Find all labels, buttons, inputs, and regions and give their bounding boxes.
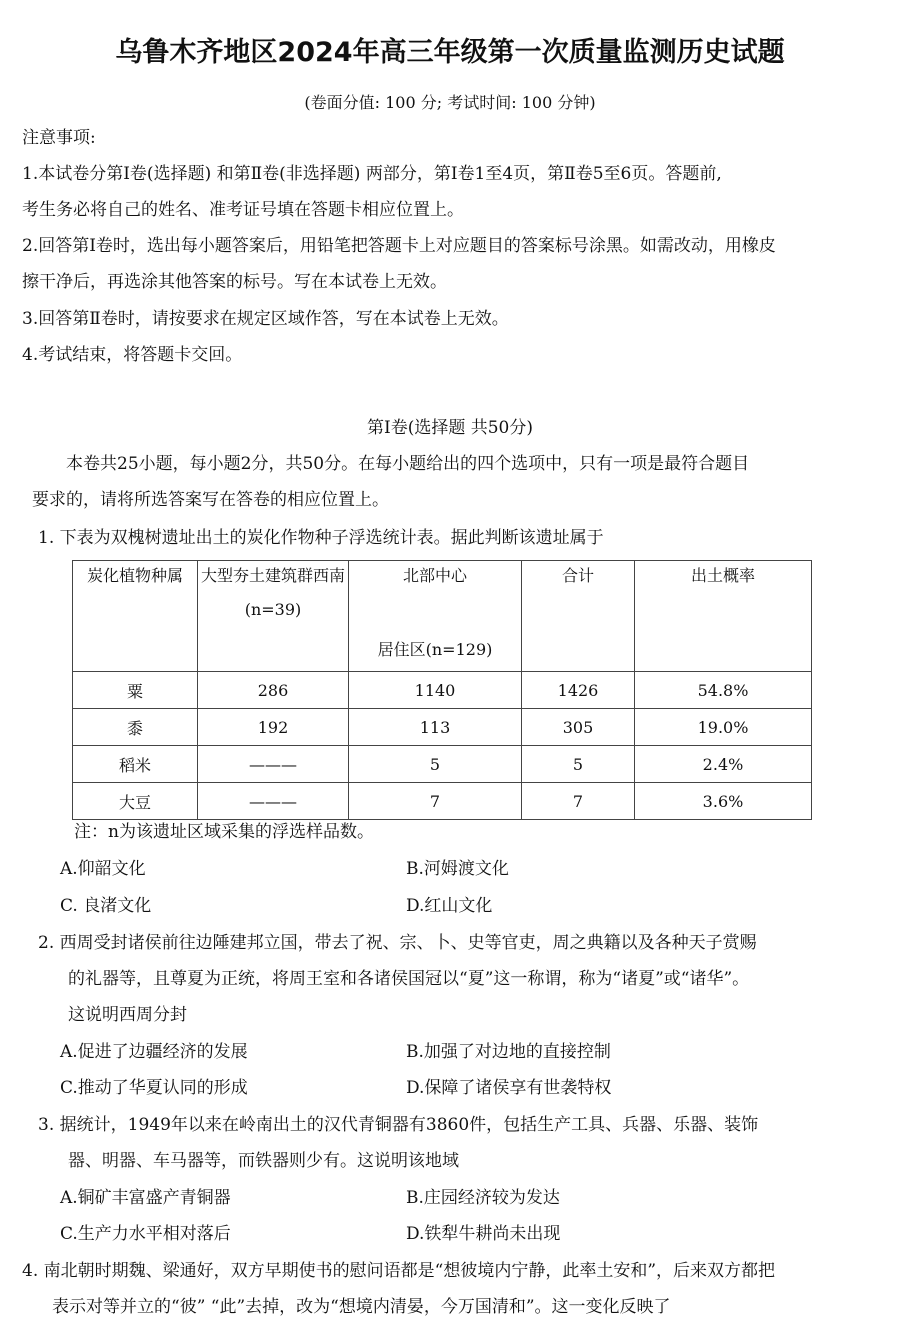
question-3-stem: 器、明器、车马器等，而铁器则少有。这说明该地域 [68, 1151, 459, 1171]
question-4-stem: 4. 南北朝时期魏、梁通好，双方早期使书的慰问语都是“想彼境内宁静，此率土安和”，后来双方都把 [22, 1261, 776, 1281]
question-3-stem: 3. 据统计，1949年以来在岭南出土的汉代青铜器有3860件，包括生产工具、兵器、乐器、装饰 [38, 1115, 759, 1135]
table-cell: 大豆 [73, 783, 198, 820]
option-a: A.促进了边疆经济的发展 [60, 1042, 248, 1062]
table-cell: 粟 [73, 672, 198, 709]
column-header: 出土概率 [635, 561, 812, 672]
table-row [73, 709, 812, 746]
table-cell: 286 [198, 672, 349, 709]
option-b: B.庄园经济较为发达 [406, 1188, 560, 1208]
table-cell: ——— [198, 746, 349, 783]
notice-heading: 注意事项: [22, 128, 96, 148]
exam-info: (卷面分值: 100 分; 考试时间: 100 分钟) [304, 93, 596, 112]
table-cell: 305 [522, 709, 635, 746]
question-2-stem: 2. 西周受封诸侯前往边陲建邦立国，带去了祝、宗、卜、史等官吏，周之典籍以及各种天子赏赐 [38, 933, 757, 953]
column-header: 大型夯土建筑群西南 (n=39) [198, 561, 349, 672]
table-cell: 7 [522, 783, 635, 820]
table-cell: 113 [349, 709, 522, 746]
table-cell: 1426 [522, 672, 635, 709]
seed-flotation-table [72, 560, 812, 820]
notice-line: 4.考试结束，将答题卡交回。 [22, 345, 243, 365]
section-intro: 本卷共25小题，每小题2分，共50分。在每小题给出的四个选项中，只有一项是最符合题目 [66, 454, 750, 474]
option-d: D.铁犁牛耕尚未出现 [406, 1224, 561, 1244]
section-intro: 要求的，请将所选答案写在答卷的相应位置上。 [32, 490, 389, 510]
option-b: B.加强了对边地的直接控制 [406, 1042, 611, 1062]
option-c: C. 良渚文化 [60, 896, 152, 916]
table-note: 注：n为该遗址区域采集的浮选样品数。 [74, 822, 374, 842]
option-d: D.红山文化 [406, 896, 493, 916]
notice-line: 2.回答第Ⅰ卷时，选出每小题答案后，用铅笔把答题卡上对应题目的答案标号涂黑。如需改动，用橡皮 [22, 236, 776, 256]
notice-line: 1.本试卷分第Ⅰ卷(选择题) 和第Ⅱ卷(非选择题) 两部分，第Ⅰ卷1至4页，第Ⅱ卷5至6页。答题前, [22, 164, 722, 184]
question-1-stem: 1. 下表为双槐树遗址出土的炭化作物种子浮选统计表。据此判断该遗址属于 [38, 528, 604, 548]
option-c: C.推动了华夏认同的形成 [60, 1078, 248, 1098]
table-cell: 1140 [349, 672, 522, 709]
table-cell: 黍 [73, 709, 198, 746]
notice-line: 擦干净后，再选涂其他答案的标号。写在本试卷上无效。 [22, 272, 447, 292]
table-cell: 2.4% [635, 746, 812, 783]
column-header: 北部中心 居住区(n=129) [349, 561, 522, 672]
notice-line: 3.回答第Ⅱ卷时，请按要求在规定区域作答，写在本试卷上无效。 [22, 309, 509, 329]
option-b: B.河姆渡文化 [406, 859, 509, 879]
question-4-stem: 表示对等并立的“彼” “此”去掉，改为“想境内清晏，今万国清和”。这一变化反映了 [52, 1297, 671, 1317]
table-cell: ——— [198, 783, 349, 820]
option-d: D.保障了诸侯享有世袭特权 [406, 1078, 612, 1098]
table-header-row [73, 561, 812, 672]
table-cell: 19.0% [635, 709, 812, 746]
notice-line: 考生务必将自己的姓名、准考证号填在答题卡相应位置上。 [22, 200, 464, 220]
section-title: 第Ⅰ卷(选择题 共50分) [366, 418, 533, 438]
table-cell: 5 [522, 746, 635, 783]
question-2-stem: 的礼器等，且尊夏为正统，将周王室和各诸侯国冠以“夏”这一称谓，称为“诸夏”或“诸华”。 [68, 969, 750, 989]
table-row [73, 672, 812, 709]
question-2-stem: 这说明西周分封 [68, 1005, 187, 1025]
option-c: C.生产力水平相对落后 [60, 1224, 231, 1244]
table-cell: 7 [349, 783, 522, 820]
page-title: 乌鲁木齐地区2024年高三年级第一次质量监测历史试题 [115, 37, 785, 68]
table-row [73, 783, 812, 820]
column-header: 合计 [522, 561, 635, 672]
table-row [73, 746, 812, 783]
option-a: A.铜矿丰富盛产青铜器 [60, 1188, 231, 1208]
table-cell: 192 [198, 709, 349, 746]
column-header: 炭化植物种属 [73, 561, 198, 672]
table-cell: 54.8% [635, 672, 812, 709]
table-cell: 5 [349, 746, 522, 783]
table-cell: 3.6% [635, 783, 812, 820]
option-a: A.仰韶文化 [60, 859, 146, 879]
table-cell: 稻米 [73, 746, 198, 783]
